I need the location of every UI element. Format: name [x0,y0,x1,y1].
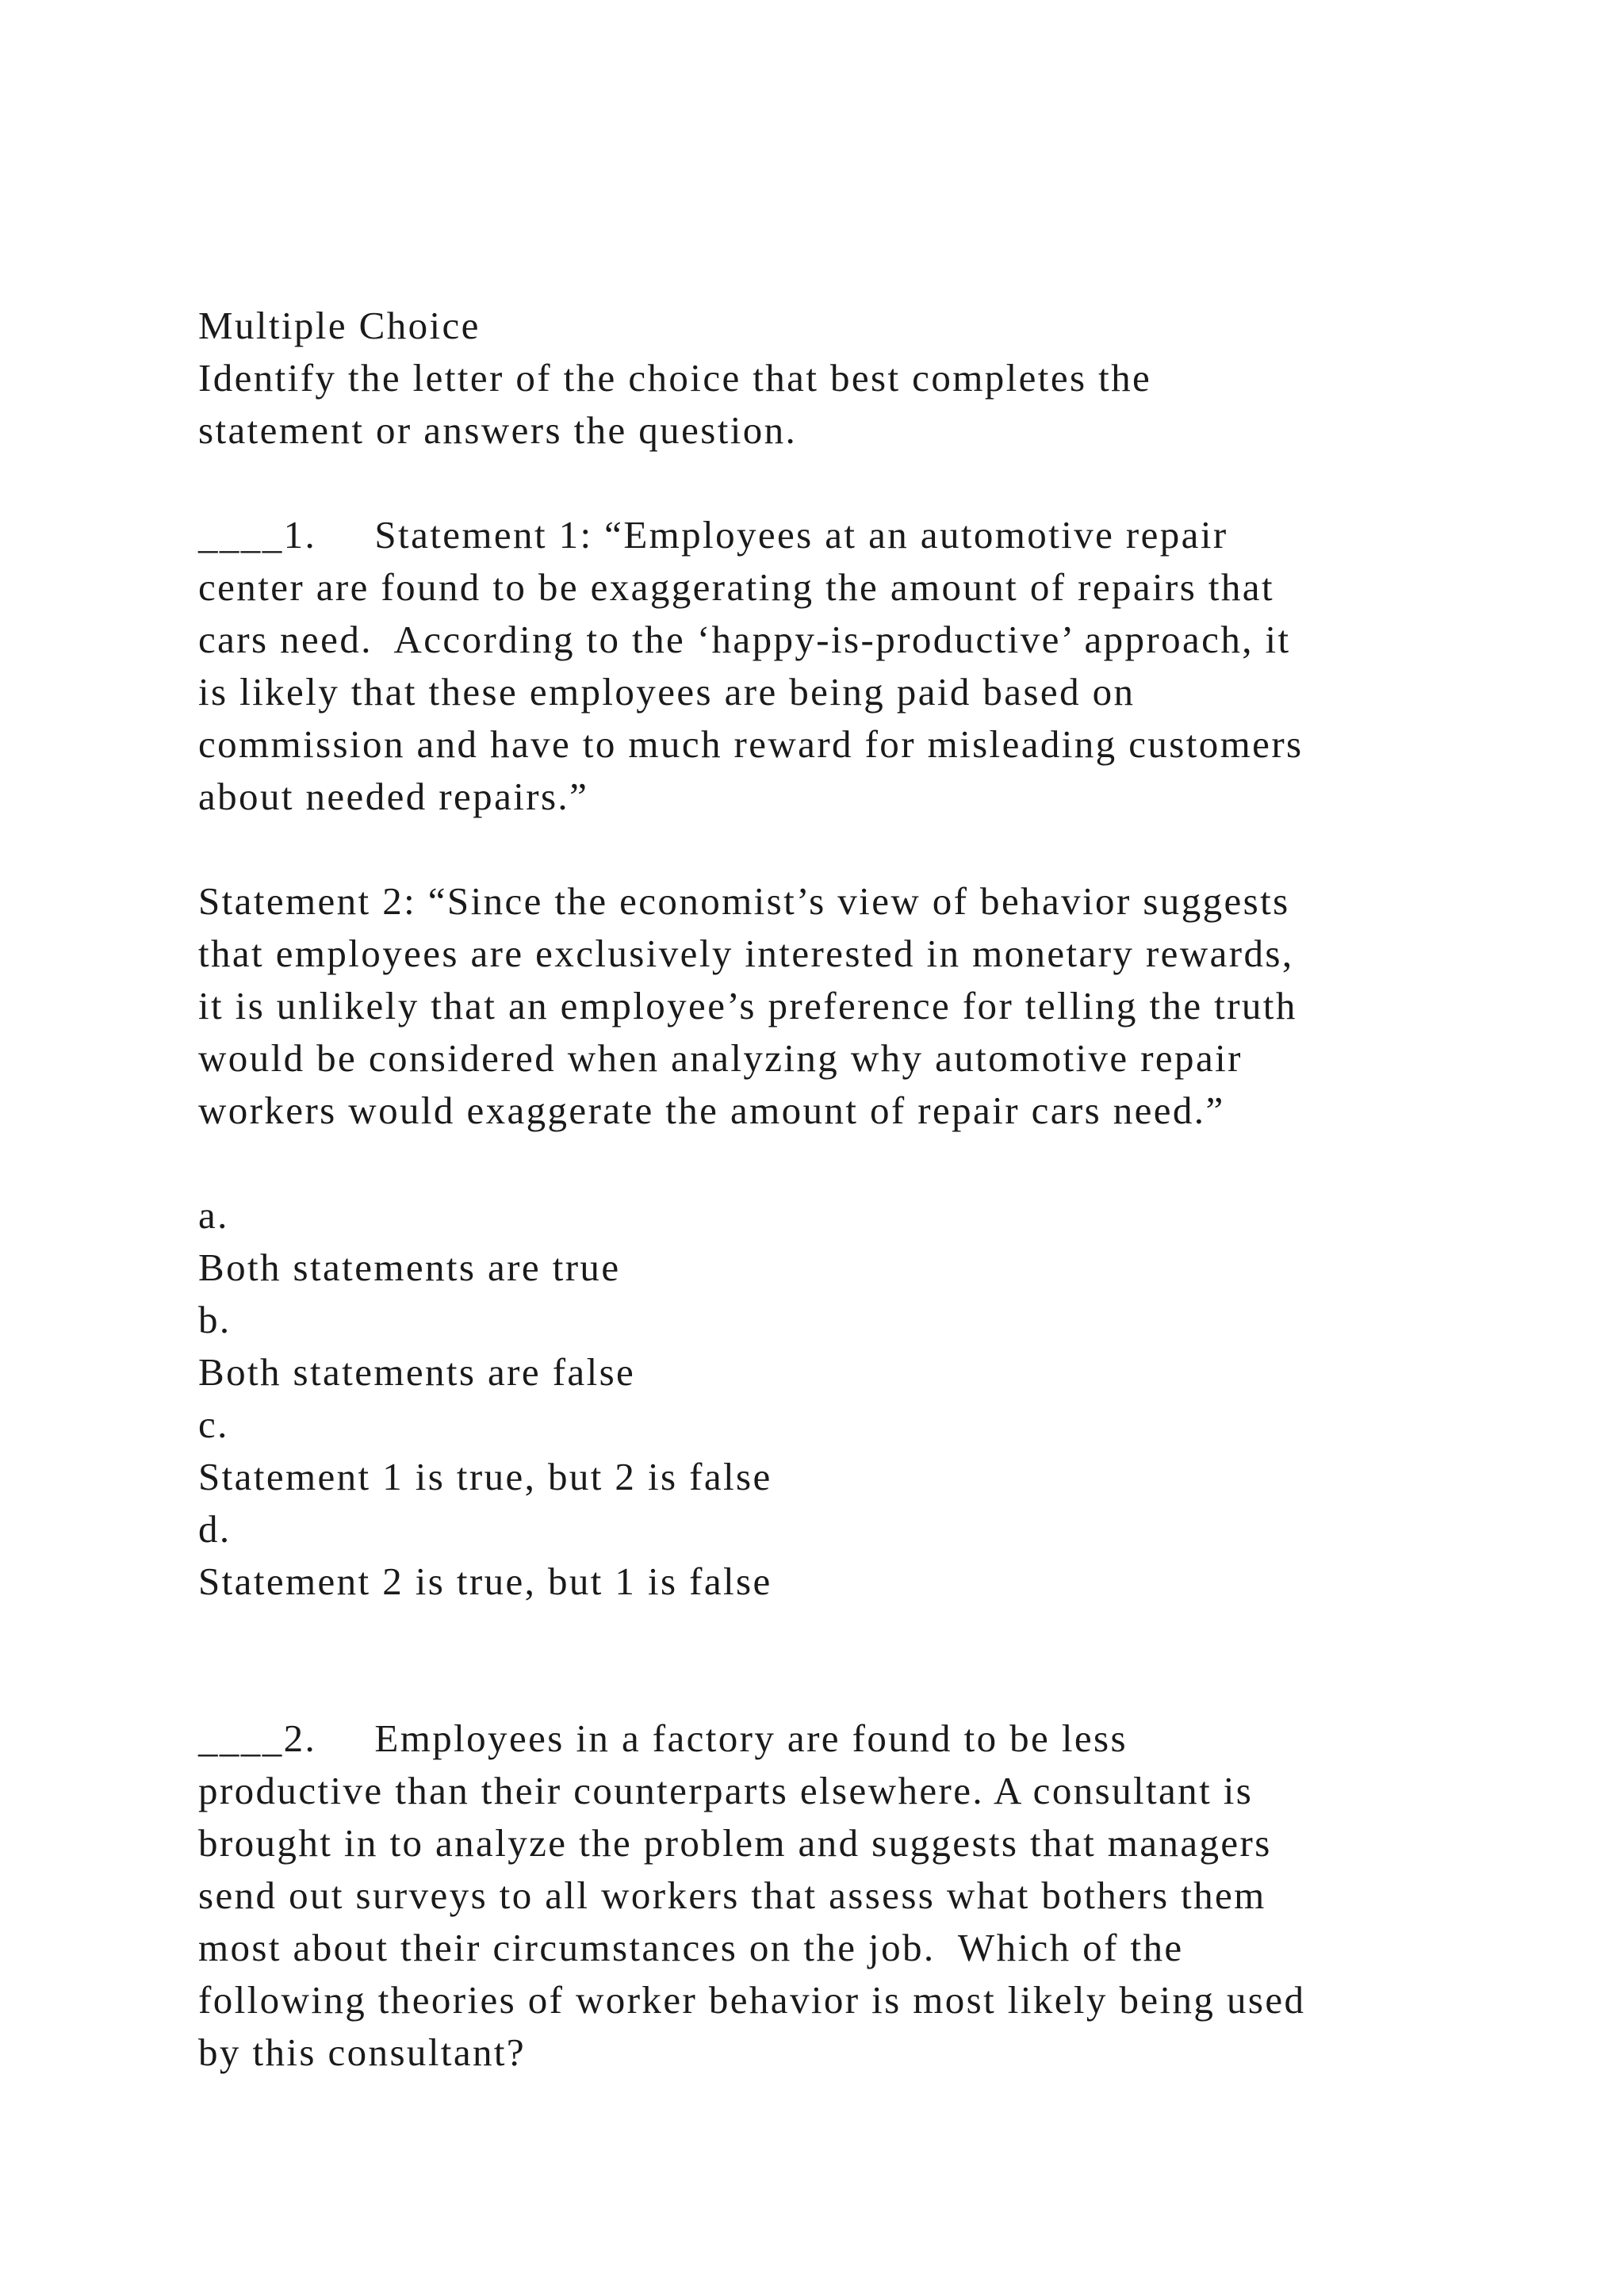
question-2-stem-line: most about their circumstances on the job. Which of the [198,1926,1184,1969]
spacer [198,1608,1435,1712]
spacer [198,457,1435,509]
question-1-stem-line: is likely that these employees are being paid based on [198,670,1136,714]
question-2-stem-line: ____2. Employees in a factory are found to be less [198,1716,1128,1760]
choice-text: Statement 1 is true, but 2 is false [198,1455,772,1498]
choice-letter: d. [198,1507,232,1551]
instructions-line: Identify the letter of the choice that best completes the [198,356,1152,400]
question-1-statement-2-line: workers would exaggerate the amount of repair cars need.” [198,1089,1225,1132]
question-2-stem-line: following theories of worker behavior is most likely being used [198,1978,1306,2022]
choice-letter: a. [198,1193,229,1237]
question-1-stem-line: commission and have to much reward for misleading customers [198,722,1304,766]
question-1-statement-2-line: would be considered when analyzing why automotive repair [198,1036,1243,1080]
question-2-stem-line: by this consultant? [198,2030,527,2074]
question-2-stem-line: productive than their counterparts elsewhere. A consultant is [198,1769,1254,1812]
question-1-stem-line: about needed repairs.” [198,775,589,818]
spacer [198,1137,1435,1189]
question-1-stem-line: cars need. According to the ‘happy-is-productive’ approach, it [198,618,1291,661]
question-1-stem-line: ____1. Statement 1: “Employees at an automotive repair [198,513,1228,557]
document-page [198,300,1435,2079]
question-1-statement-2-line: it is unlikely that an employee’s preference for telling the truth [198,984,1297,1027]
instructions-line: statement or answers the question. [198,408,798,452]
choice-letter: b. [198,1298,232,1341]
question-1-statement-2-line: that employees are exclusively interested in monetary rewards, [198,932,1294,975]
choice-text: Statement 2 is true, but 1 is false [198,1559,772,1603]
question-2 [198,1712,1435,2079]
question-2-stem-line: send out surveys to all workers that assess what bothers them [198,1873,1266,1917]
choice-text: Both statements are false [198,1350,636,1394]
question-1-stem-line: center are found to be exaggerating the amount of repairs that [198,565,1274,609]
question-1 [198,509,1435,1608]
spacer [198,823,1435,875]
section-title: Multiple Choice [198,304,481,347]
question-1-statement-2-line: Statement 2: “Since the economist’s view of behavior suggests [198,879,1290,923]
choice-text: Both statements are true [198,1246,621,1289]
choice-letter: c. [198,1402,229,1446]
question-2-stem-line: brought in to analyze the problem and suggests that managers [198,1821,1272,1865]
question-1-choices [198,1189,1435,1608]
